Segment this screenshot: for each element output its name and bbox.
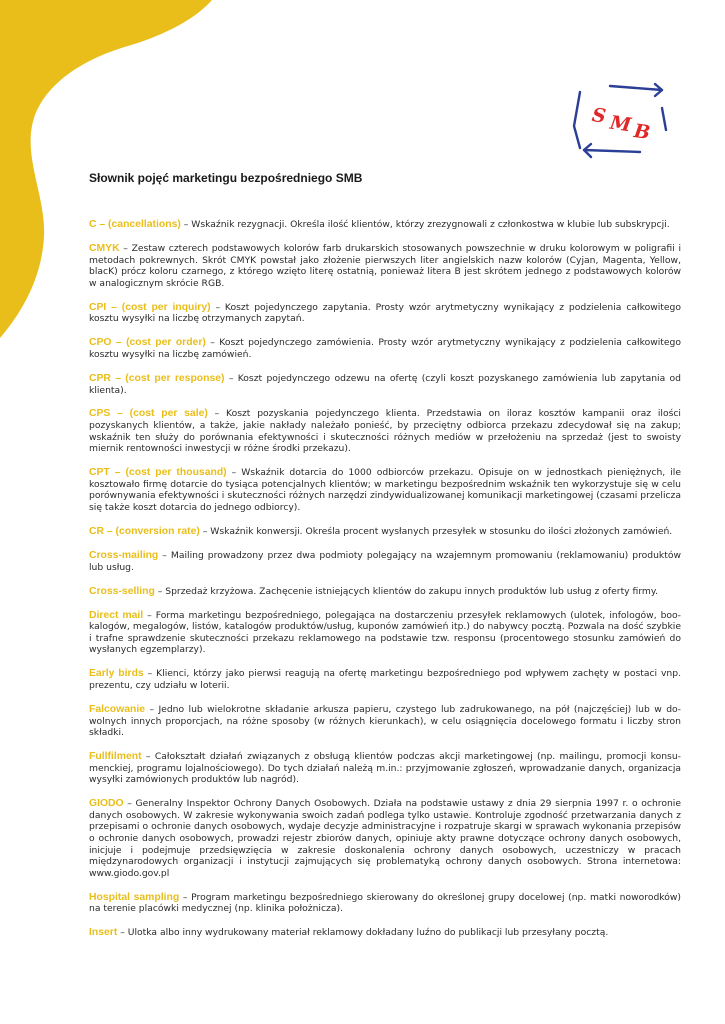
glossary-term: CPT – (cost per thousand): [89, 467, 227, 479]
glossary-definition: – Zestaw czterech podstawowych kolorów farb drukarskich stosowanych powszechnie w druku kolorowym w poligrafii i metodach pokrewnych. Skrót CMYK powstał jako złożenie pierwszych liter angielskich nazw kolorów (Cyjan, Magenta, Yellow, blacK) prócz koloru czarnego, z którego wzięto literę ostatnią, ponieważ litera B jest skrótem jednego z podstawowych kolorów w analogicznym skrócie RGB.: [89, 242, 681, 289]
glossary-entry: [89, 373, 681, 396]
glossary-entry: [89, 586, 681, 598]
glossary-definition: – Forma marketingu bezpośredniego, polegająca na dostarczeniu przesyłek reklamowych (ulotek, infologów, bookalogów, megalogów, listów, katalogów produktów/usług, kuponów zamówień itp.) do nabywcy pocztą. Pozwala na dość szybkie i trafne sprawdzenie skuteczności przekazu reklamowego na podstawie tzw. responsu (procentowego stosunku zamówień do wysłanych egzemplarzy).: [89, 609, 681, 656]
glossary-definition: – Jedno lub wielokrotne składanie arkusza papieru, czystego lub zadrukowanego, na pół (najczęściej) lub w dowolnych innych proporcjach, na różne sposoby (w różnych kierunkach), w celu osiągnięcia docelowego formatu i liczby stron składki.: [89, 703, 681, 739]
glossary-entry: [89, 751, 681, 786]
glossary-entry: [89, 337, 681, 360]
glossary-definition: – Program marketingu bezpośredniego skierowany do określonej grupy docelowej (np. matki noworodków) na terenie placówki medycznej (np. klinika położnicza).: [89, 891, 681, 915]
glossary-entry: [89, 243, 681, 289]
glossary-term: CPS – (cost per sale): [89, 408, 208, 420]
glossary-term: Hospital sampling: [89, 891, 180, 903]
glossary-entry: [89, 408, 681, 454]
glossary-term: GIODO: [89, 798, 124, 810]
glossary-term: Insert: [89, 927, 118, 939]
glossary-term: Early birds: [89, 668, 144, 680]
glossary-definition: – Koszt pojedynczego zapytania. Prosty wzór arytmetyczny wynikający z podzielenia całkowitego kosztu wysyłki na liczbę otrzymanych zapytań.: [89, 301, 681, 325]
page-title: Słownik pojęć marketingu bezpośredniego SMB: [89, 171, 363, 185]
glossary-entry: [89, 219, 681, 231]
glossary-term: CPI – (cost per inquiry): [89, 301, 211, 313]
glossary-definition: – Mailing prowadzony przez dwa podmioty polegający na wzajemnym promowaniu (reklamowaniu) produktów lub usług.: [89, 550, 681, 573]
glossary-definition: – Koszt pozyskania pojedynczego klienta. Przedstawia on iloraz kosztów kampanii oraz ilości pozyskanych klientów, a także, jakie nakłady należało ponieść, by przeciętny odbiorca przekazu zdecydował się na zakup; wskaźnik ten służy do porównania efektywności i skuteczności różnych mediów w przełożeniu na sprzedaż (jest to swoisty miernik rentowności inwestycji w różne środki przekazu).: [89, 408, 681, 455]
glossary-definition: – Całokształt działań związanych z obsługą klientów podczas akcji marketingowej (np. mailingu, promocji konsumenckiej, programu lojalnościowego). Do tych działań należą m.in.: przyjmowanie zgłoszeń, wprowadzanie danych, organizacja wysyłki zamówionych produktów lub nagród).: [89, 751, 681, 786]
glossary-definition: – Koszt pojedynczego odzewu na ofertę (czyli koszt pozyskanego zamówienia lub zapytania od klienta).: [89, 372, 681, 396]
glossary-entry: [89, 610, 681, 656]
glossary-entry: [89, 798, 681, 879]
glossary-definition: – Ulotka albo inny wydrukowany materiał reklamowy dokładany luźno do publikacji lub przesyłany pocztą.: [117, 927, 609, 939]
glossary-term: Direct mail: [89, 609, 144, 621]
glossary-term: C – (cancellations): [89, 219, 181, 230]
svg-text:M: M: [608, 111, 633, 137]
svg-text:S: S: [590, 103, 608, 128]
glossary-entry: [89, 892, 681, 915]
glossary-entry: [89, 704, 681, 739]
glossary-entry: [89, 302, 681, 325]
glossary-definition: – Wskaźnik rezygnacji. Określa ilość klientów, którzy zrezygnowali z członkostwa w klubie lub subskrypcji.: [180, 219, 670, 230]
glossary-definition: – Wskaźnik konwersji. Określa procent wysłanych przesyłek w stosunku do ilości złożonych zamówień.: [199, 526, 673, 538]
glossary-term: CPO – (cost per order): [89, 337, 206, 349]
glossary-entry: [89, 526, 681, 538]
glossary-definition: – Sprzedaż krzyżowa. Zachęcenie istniejących klientów do zakupu innych produktów lub usług z oferty firmy.: [154, 585, 658, 597]
glossary-term: Cross-selling: [89, 585, 155, 597]
glossary-term: CR – (conversion rate): [89, 526, 200, 538]
glossary-term: Fullfilment: [89, 751, 142, 763]
glossary-definition: – Koszt pojedynczego zamówienia. Prosty wzór arytmetyczny wynikający z podzielenia całkowitego kosztu wysyłki na liczbę zamówień.: [89, 337, 682, 360]
glossary-term: CPR – (cost per response): [89, 372, 225, 384]
glossary-definition: – Wskaźnik dotarcia do 1000 odbiorców przekazu. Opisuje on w jednostkach pieniężnych, ile kosztowało firmę dotarcie do tysiąca potencjalnych klientów; w marketingu bezpośrednim wskaźnik ten wykorzystuje się w celu porównywania efektywności i skuteczności różnych narzędzi zindywidualizowanej komunikacji marketingowej (czasami przelicza się także koszt dotarcia do jednego odbiorcy).: [89, 467, 681, 514]
glossary-entry: [89, 467, 681, 513]
glossary-entry: [89, 668, 681, 691]
glossary-list: [89, 219, 681, 951]
glossary-definition: – Generalny Inspektor Ochrony Danych Osobowych. Działa na podstawie ustawy z dnia 29 sierpnia 1997 r. o ochronie danych osobowych. W zakresie wykonywania swoich zadań podlega tylko ustawie. Kontroluje zgodność przetwarzania danych z przepisami o ochronie danych osobowych, wydaje decyzje administracyjne i rozpatruje skargi w sprawach wykonania przepisów o ochronie danych osobowych, prowadzi rejestr zbiorów danych, opiniuje akty prawne dotyczące ochrony danych osobowych, inicjuje i podejmuje przedsięwzięcia w zakresie doskonalenia ochrony danych osobowych, uczestniczy w pracach międzynarodowych organizacji i instytucji zajmujących się problematyką ochrony danych osobowych. Strona internetowa: www.giodo.gov.pl: [89, 798, 681, 879]
glossary-entry: [89, 927, 681, 939]
svg-text:B: B: [632, 119, 652, 145]
glossary-term: Falcowanie: [89, 703, 146, 715]
glossary-term: Cross-mailing: [89, 550, 159, 561]
glossary-entry: [89, 550, 681, 573]
glossary-definition: – Klienci, którzy jako pierwsi reagują na ofertę marketingu bezpośredniego pod wpływem zachęty w postaci vnp. prezentu, czy udziału w loterii.: [89, 668, 681, 691]
glossary-term: CMYK: [89, 242, 120, 254]
smb-logo: [570, 78, 672, 162]
